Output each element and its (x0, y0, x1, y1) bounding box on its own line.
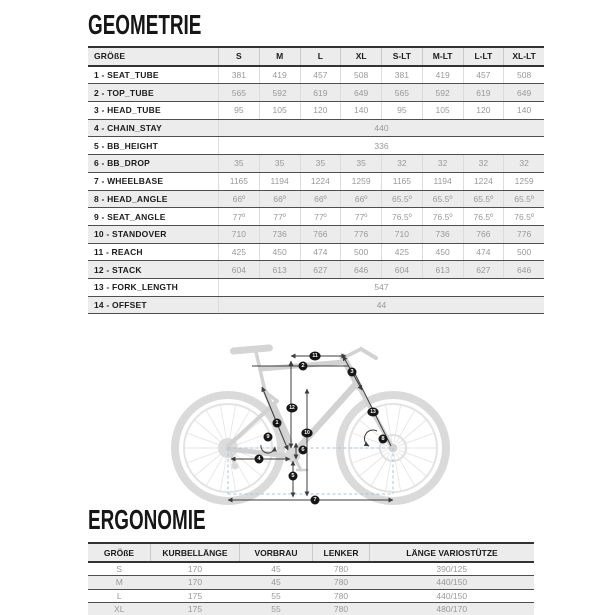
cell-value: 66º (219, 190, 260, 208)
cell-value: 480/170 (370, 602, 535, 615)
cell-value: 500 (504, 243, 544, 261)
row-label: 4 - CHAIN_STAY (88, 119, 219, 137)
size-header: S (219, 47, 260, 66)
table-row (88, 119, 544, 137)
cell-value: 1194 (422, 172, 463, 190)
cell-value: 474 (463, 243, 504, 261)
cell-value: 76.5º (382, 208, 423, 226)
cell-value: 604 (219, 261, 260, 279)
cell-value: 736 (422, 225, 463, 243)
cell-value: 77º (341, 208, 382, 226)
cell-value: 440/150 (370, 576, 535, 589)
ergonomics-table (88, 542, 534, 615)
cell-value: 508 (504, 66, 544, 84)
cell-value: 776 (504, 225, 544, 243)
badge-9 (264, 433, 273, 442)
cell-value: 627 (463, 261, 504, 279)
cell-value: 55 (240, 602, 313, 615)
size-cell: S (88, 562, 151, 576)
cell-value: 77º (259, 208, 300, 226)
cell-value-span: 440 (219, 119, 545, 137)
size-cell: M (88, 576, 151, 589)
geometry-header-row (88, 47, 544, 66)
svg-text:6: 6 (301, 447, 305, 454)
cell-value: 613 (259, 261, 300, 279)
cell-value: 32 (422, 155, 463, 173)
row-label: 13 - FORK_LENGTH (88, 278, 219, 296)
svg-text:5: 5 (291, 473, 295, 480)
cell-value: 508 (341, 66, 382, 84)
cell-value: 76.5º (422, 208, 463, 226)
cell-value: 604 (382, 261, 423, 279)
cell-value: 419 (259, 66, 300, 84)
cell-value: 619 (300, 84, 341, 102)
cell-value: 66º (341, 190, 382, 208)
cell-value: 780 (313, 602, 370, 615)
cell-value: 780 (313, 589, 370, 602)
row-label: 10 - STANDOVER (88, 225, 219, 243)
cell-value-span: 336 (219, 137, 545, 155)
row-label: 8 - HEAD_ANGLE (88, 190, 219, 208)
saddle (230, 344, 273, 355)
table-row (88, 137, 544, 155)
table-row (88, 243, 544, 261)
cell-value: 55 (240, 589, 313, 602)
cell-value: 66º (259, 190, 300, 208)
cell-value: 95 (219, 102, 260, 120)
badge-1 (273, 419, 282, 428)
geometry-table (88, 46, 544, 314)
badge-8 (379, 435, 388, 444)
cell-value: 390/125 (370, 562, 535, 576)
row-label: 11 - REACH (88, 243, 219, 261)
cell-value: 474 (300, 243, 341, 261)
cell-value: 76.5º (504, 208, 544, 226)
cell-value: 35 (341, 155, 382, 173)
cell-value: 1259 (504, 172, 544, 190)
row-label: 3 - HEAD_TUBE (88, 102, 219, 120)
badge-4 (255, 455, 264, 464)
cell-value: 736 (259, 225, 300, 243)
cell-value: 649 (341, 84, 382, 102)
cell-value: 425 (382, 243, 423, 261)
cell-value: 766 (300, 225, 341, 243)
cell-value: 425 (219, 243, 260, 261)
cell-value: 419 (422, 66, 463, 84)
size-header: XL-LT (504, 47, 544, 66)
column-header: KURBELLÄNGE (151, 543, 240, 562)
cell-value: 710 (219, 225, 260, 243)
table-row (88, 102, 544, 120)
cell-value: 105 (422, 102, 463, 120)
cell-value: 1224 (300, 172, 341, 190)
badge-6 (299, 446, 308, 455)
cell-value: 175 (151, 602, 240, 615)
cell-value: 592 (259, 84, 300, 102)
badge-7 (311, 496, 320, 505)
row-label: 14 - OFFSET (88, 296, 219, 314)
row-label: 9 - SEAT_ANGLE (88, 208, 219, 226)
cell-value: 65.5º (504, 190, 544, 208)
cell-value: 1194 (259, 172, 300, 190)
cell-value: 776 (341, 225, 382, 243)
cell-value-span: 44 (219, 296, 545, 314)
cell-value: 457 (300, 66, 341, 84)
table-row (88, 576, 534, 589)
cell-value: 77º (300, 208, 341, 226)
size-header: S-LT (382, 47, 423, 66)
column-header: GRÖßE (88, 543, 151, 562)
ergonomics-header-row (88, 543, 534, 562)
svg-text:13: 13 (370, 409, 376, 416)
cell-value-span: 547 (219, 278, 545, 296)
table-row (88, 84, 544, 102)
cell-value: 175 (151, 589, 240, 602)
row-label: 7 - WHEELBASE (88, 172, 219, 190)
cell-value: 105 (259, 102, 300, 120)
table-row (88, 155, 544, 173)
table-row (88, 190, 544, 208)
cell-value: 65.5º (463, 190, 504, 208)
cell-value: 710 (382, 225, 423, 243)
badge-3 (348, 368, 357, 377)
svg-text:2: 2 (301, 363, 305, 370)
bike-silhouette (175, 344, 446, 504)
cell-value: 1165 (382, 172, 423, 190)
cell-value: 140 (341, 102, 382, 120)
cell-value: 646 (504, 261, 544, 279)
cell-value: 120 (463, 102, 504, 120)
cell-value: 1224 (463, 172, 504, 190)
cell-value: 450 (422, 243, 463, 261)
cell-value: 95 (382, 102, 423, 120)
size-cell: XL (88, 602, 151, 615)
row-label: 5 - BB_HEIGHT (88, 137, 219, 155)
cell-value: 140 (504, 102, 544, 120)
svg-text:8: 8 (381, 436, 385, 443)
cell-value: 457 (463, 66, 504, 84)
cell-value: 76.5º (463, 208, 504, 226)
badge-5 (289, 472, 298, 481)
cell-value: 65.5º (382, 190, 423, 208)
cell-value: 646 (341, 261, 382, 279)
ergonomics-title: ERGONOMIE (88, 504, 206, 536)
cell-value: 780 (313, 576, 370, 589)
svg-text:4: 4 (257, 456, 261, 463)
size-header: L-LT (463, 47, 504, 66)
cell-value: 381 (382, 66, 423, 84)
cell-value: 45 (240, 576, 313, 589)
table-row (88, 261, 544, 279)
cell-value: 35 (219, 155, 260, 173)
cell-value: 1259 (341, 172, 382, 190)
column-header: LENKER (313, 543, 370, 562)
cell-value: 32 (504, 155, 544, 173)
table-row (88, 278, 544, 296)
cell-value: 35 (300, 155, 341, 173)
cell-value: 565 (382, 84, 423, 102)
size-header: M (259, 47, 300, 66)
cell-value: 450 (259, 243, 300, 261)
cell-value: 45 (240, 562, 313, 576)
cell-value: 170 (151, 562, 240, 576)
cell-value: 592 (422, 84, 463, 102)
svg-text:1: 1 (275, 420, 279, 427)
cell-value: 613 (422, 261, 463, 279)
svg-text:10: 10 (304, 430, 310, 437)
row-label: 2 - TOP_TUBE (88, 84, 219, 102)
cell-value: 627 (300, 261, 341, 279)
badge-2 (299, 362, 308, 371)
table-row (88, 208, 544, 226)
badge-12 (286, 404, 297, 413)
bike-geometry-diagram (95, 333, 525, 513)
cell-value: 32 (382, 155, 423, 173)
size-header: M-LT (422, 47, 463, 66)
cell-value: 32 (463, 155, 504, 173)
column-header: VORBRAU (240, 543, 313, 562)
row-label: 6 - BB_DROP (88, 155, 219, 173)
cell-value: 35 (259, 155, 300, 173)
size-header: L (300, 47, 341, 66)
svg-text:3: 3 (350, 369, 354, 376)
cell-value: 619 (463, 84, 504, 102)
row-label: 12 - STACK (88, 261, 219, 279)
size-header: XL (341, 47, 382, 66)
table-row (88, 66, 544, 84)
cell-value: 1165 (219, 172, 260, 190)
cell-value: 565 (219, 84, 260, 102)
cell-value: 766 (463, 225, 504, 243)
column-header: LÄNGE VARIOSTÜTZE (370, 543, 535, 562)
table-row (88, 172, 544, 190)
cell-value: 77º (219, 208, 260, 226)
svg-text:12: 12 (289, 405, 295, 412)
svg-text:9: 9 (266, 434, 270, 441)
svg-text:11: 11 (312, 353, 318, 360)
ergonomics-section (88, 504, 530, 615)
cell-value: 65.5º (422, 190, 463, 208)
geometry-table-body (88, 66, 544, 314)
cell-value: 780 (313, 562, 370, 576)
table-row (88, 589, 534, 602)
table-row (88, 225, 544, 243)
table-row (88, 296, 544, 314)
cell-value: 381 (219, 66, 260, 84)
size-column-header: GRÖßE (88, 47, 219, 66)
badge-10 (301, 429, 312, 438)
geometry-section (88, 9, 536, 314)
row-label: 1 - SEAT_TUBE (88, 66, 219, 84)
geometry-title: GEOMETRIE (88, 9, 202, 41)
cell-value: 170 (151, 576, 240, 589)
construction-lines (228, 448, 393, 494)
cell-value: 500 (341, 243, 382, 261)
cell-value: 120 (300, 102, 341, 120)
size-cell: L (88, 589, 151, 602)
dimension-lines (228, 356, 393, 500)
ergonomics-table-body (88, 562, 534, 615)
cell-value: 440/150 (370, 589, 535, 602)
badge-11 (309, 352, 320, 361)
table-row (88, 562, 534, 576)
cell-value: 649 (504, 84, 544, 102)
svg-text:7: 7 (313, 497, 317, 504)
table-row (88, 602, 534, 615)
cell-value: 66º (300, 190, 341, 208)
badge-13 (367, 408, 378, 417)
